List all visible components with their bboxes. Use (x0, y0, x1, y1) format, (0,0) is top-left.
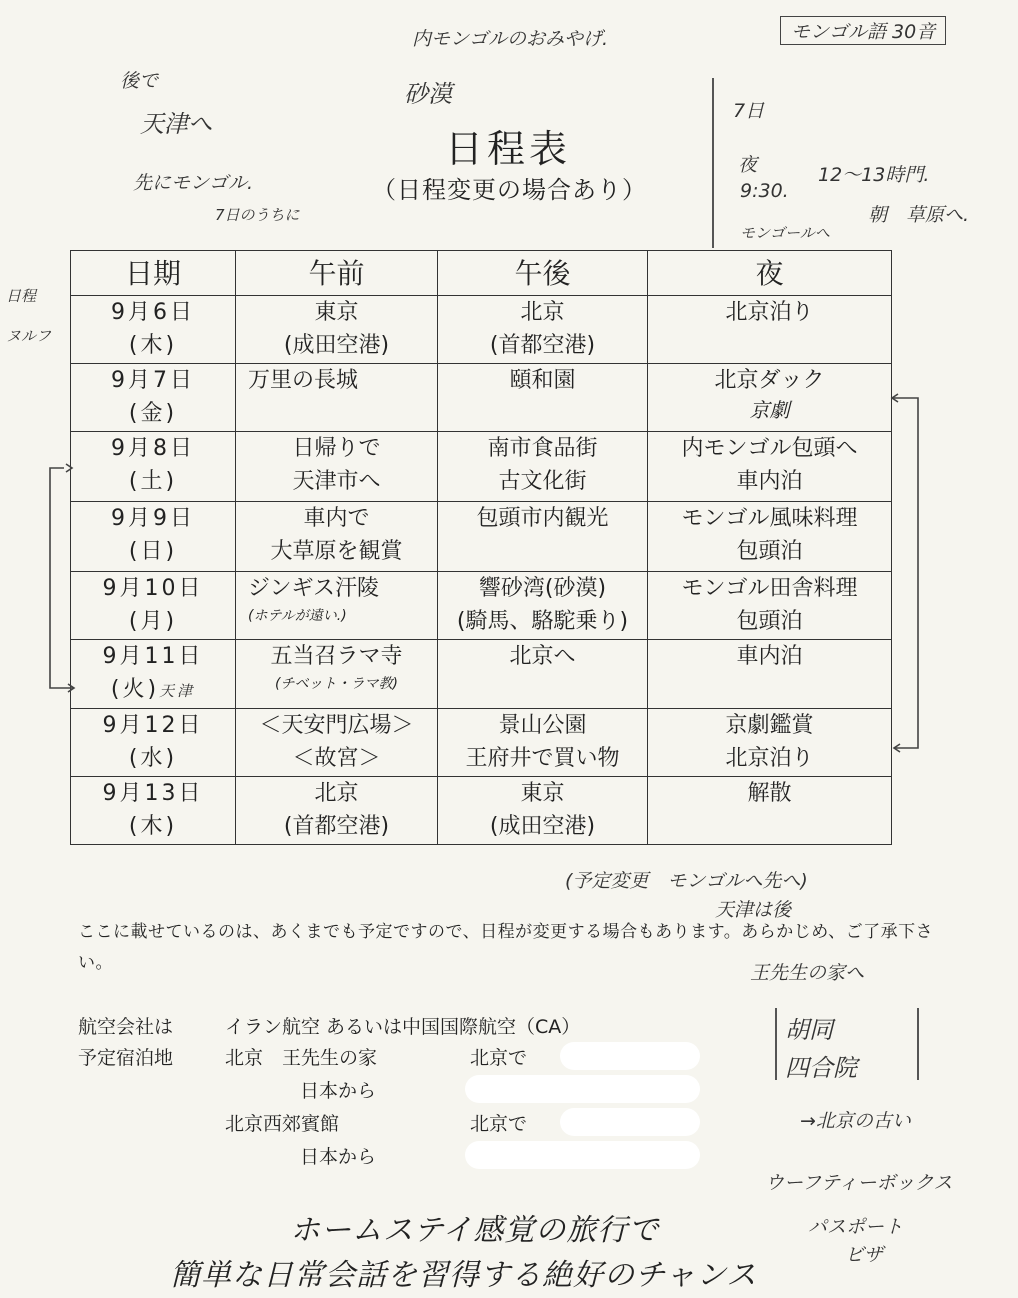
handwritten-note: (予定変更 モンゴルへ先へ) (565, 870, 808, 892)
morning-cell-line: (成田空港) (283, 333, 390, 358)
date-text: 9月11日 (102, 644, 204, 669)
handwritten-note: 9:30. (740, 180, 789, 202)
handwritten-note: 夜 (738, 154, 758, 176)
handwritten-note: 四合院 (785, 1054, 857, 1082)
date-text: 9月13日 (102, 781, 204, 806)
lodging-from-japan-2: 日本から (300, 1146, 377, 1168)
handwritten-note: 王先生の家へ (750, 962, 865, 984)
morning-cell-line: 北京 (314, 781, 359, 806)
date-text: 9月10日 (102, 576, 204, 601)
morning-cell-line: ジンギス汗陵 (248, 576, 380, 601)
afternoon-cell-line: 東京 (520, 781, 565, 806)
night-cell-line: 北京泊り (725, 746, 814, 771)
notice-text: ここに載せているのは、あくまでも予定ですので、日程が変更する場合もあります。あらかじめ、ご了承下さい。 (78, 922, 934, 973)
lodging-place-2: 北京西郊賓館 (225, 1113, 340, 1135)
handwritten-boxed-note: モンゴル語 30音 (780, 16, 946, 45)
header-date: 日期 (71, 251, 236, 296)
morning-cell-line: 万里の長城 (248, 368, 359, 393)
night-cell-line: 車内泊 (736, 644, 803, 669)
airline-value: イラン航空 あるいは中国国際航空（CA） (225, 1016, 581, 1038)
morning-cell-line: ＜天安門広場＞ (259, 713, 414, 738)
handwritten-note: 京劇 (749, 398, 790, 422)
night-cell-line: 解散 (747, 781, 792, 806)
handwritten-note: (ホテルが遠い.) (248, 608, 347, 624)
weekday-text: (火) (110, 677, 160, 702)
date-text: 9月8日 (111, 436, 195, 461)
lodging-beijing-1: 北京で (470, 1047, 528, 1069)
night-cell-line: 内モンゴル包頭へ (681, 436, 858, 461)
date-text: 9月9日 (111, 506, 195, 531)
handwritten-note: ウーフティーボックス (765, 1172, 953, 1194)
morning-cell-line: 大草原を観賞 (270, 539, 403, 564)
night-cell-line: 包頭泊 (736, 609, 803, 634)
header-afternoon: 午後 (438, 251, 648, 296)
lodging-from-japan-1: 日本から (300, 1080, 377, 1102)
afternoon-cell-line: 景山公園 (498, 713, 587, 738)
afternoon-cell-line: 包頭市内観光 (476, 506, 609, 531)
weekday-text: (金) (128, 401, 178, 426)
handwritten-note: 後で (120, 70, 159, 92)
weekday-text: (木) (128, 333, 178, 358)
weekday-text: (木) (128, 814, 178, 839)
promo-line-1: ホームステイ感覚の旅行で (290, 1213, 660, 1248)
handwritten-note: 胡同 (785, 1016, 833, 1044)
handwritten-note: 12～13時門. (818, 164, 930, 186)
morning-cell-line: 天津市へ (292, 469, 381, 494)
date-text: 9月7日 (111, 368, 195, 393)
night-cell-line: 京劇鑑賞 (725, 713, 814, 738)
night-cell-line: 北京ダック (714, 368, 825, 393)
header-morning: 午前 (236, 251, 438, 296)
handwritten-note: モンゴールへ (740, 224, 830, 242)
weekday-text: (土) (128, 469, 178, 494)
morning-cell-line: 東京 (314, 300, 359, 325)
handwritten-note: 天津 (159, 682, 196, 700)
lodging-place-1: 北京 王先生の家 (225, 1047, 378, 1069)
airline-label: 航空会社は (78, 1016, 174, 1038)
handwritten-note: 先にモンゴル. (133, 172, 254, 194)
night-cell-line: モンゴル風味料理 (681, 506, 858, 531)
handwritten-note: ヌルフ (6, 327, 52, 345)
afternoon-cell-line: 南市食品街 (487, 436, 598, 461)
night-cell-line: 車内泊 (736, 469, 803, 494)
morning-cell-line: 五当召ラマ寺 (270, 644, 403, 669)
afternoon-cell-line: (首都空港) (489, 333, 596, 358)
promo-line-2: 簡単な日常会話を習得する絶好のチャンス (170, 1258, 758, 1293)
morning-cell-line: 車内で (303, 506, 370, 531)
handwritten-note: 朝 草原へ. (868, 204, 970, 226)
page-title: 日程表 (445, 127, 572, 171)
handwritten-note: 日程 (6, 287, 37, 305)
afternoon-cell-line: (騎馬、駱駝乗り) (456, 609, 629, 634)
handwritten-note: (チベット・ラマ教) (275, 676, 398, 692)
page-subtitle: （日程変更の場合あり） (372, 176, 647, 204)
weekday-text: (日) (128, 539, 178, 564)
afternoon-cell-line: 響砂湾(砂漠) (478, 576, 607, 601)
lodging-label: 予定宿泊地 (78, 1047, 174, 1069)
weekday-text: (月) (128, 609, 178, 634)
date-text: 9月12日 (102, 713, 204, 738)
weekday-text: (水) (128, 746, 178, 771)
morning-cell-line: (首都空港) (283, 814, 390, 839)
afternoon-cell-line: 古文化街 (498, 469, 587, 494)
handwritten-note: →北京の古い (800, 1110, 911, 1132)
afternoon-cell-line: 北京へ (509, 644, 576, 669)
handwritten-note: 天津へ (140, 110, 212, 138)
afternoon-cell-line: (成田空港) (489, 814, 596, 839)
afternoon-cell-line: 北京 (520, 300, 565, 325)
afternoon-cell-line: 頤和園 (509, 368, 576, 393)
morning-cell-line: 日帰りで (292, 436, 381, 461)
handwritten-note: 砂漠 (404, 80, 452, 108)
afternoon-cell-line: 王府井で買い物 (465, 746, 620, 771)
date-text: 9月6日 (111, 300, 195, 325)
header-night: 夜 (648, 251, 892, 296)
handwritten-note: 天津は後 (715, 899, 792, 921)
handwritten-note: パスポート (808, 1216, 904, 1238)
handwritten-note: ビザ (845, 1244, 884, 1266)
handwritten-note: 7日のうちに (215, 206, 300, 224)
night-cell-line: 北京泊り (725, 300, 814, 325)
night-cell-line: モンゴル田舎料理 (681, 576, 858, 601)
handwritten-note: 7日 (733, 100, 765, 122)
lodging-beijing-2: 北京で (470, 1113, 528, 1135)
night-cell-line: 包頭泊 (736, 539, 803, 564)
morning-cell-line: ＜故宮＞ (292, 746, 381, 771)
handwritten-note: 内モンゴルのおみやげ. (412, 28, 609, 50)
